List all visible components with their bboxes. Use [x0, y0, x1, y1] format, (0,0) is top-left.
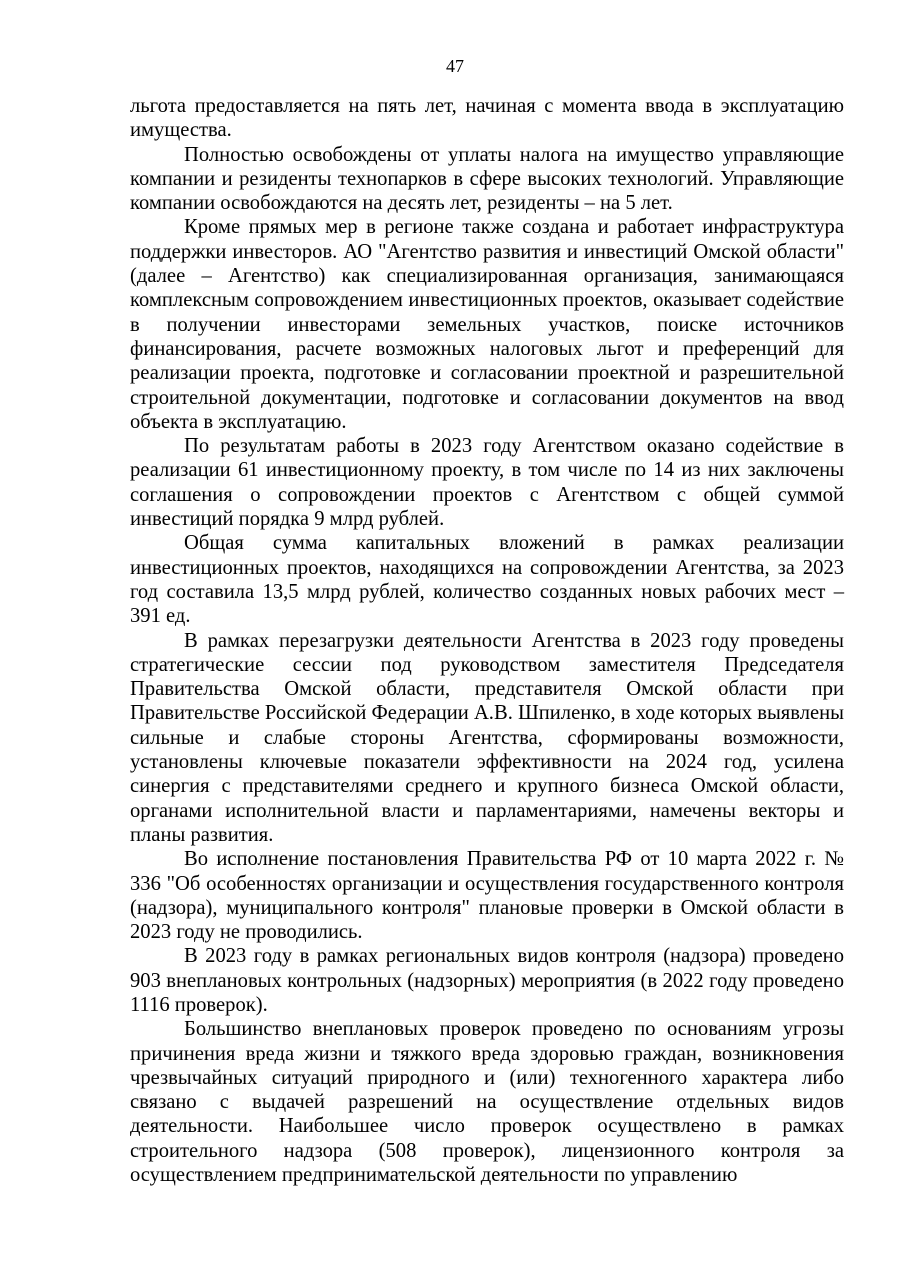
paragraph-inspection-grounds: Большинство внеплановых проверок проведено по основаниям угрозы причинения вреда жизни и тяжкого вреда здоровью граждан, возникновения чрезвычайных ситуаций природного и (или) техногенного характера либо связано с выдачей разрешений на осуществление отдельных видов деятельности. Наибольшее число проверок осуществлено в рамках строительного надзора (508 проверок), лицензионного контроля за осуществлением предпринимательской деятельности по управлению: [130, 1018, 844, 1187]
paragraph-unscheduled-inspections: В 2023 году в рамках региональных видов контроля (надзора) проведено 903 внеплановых контрольных (надзорных) мероприятия (в 2022 году проведено 1116 проверок).: [130, 945, 844, 1016]
paragraph-planned-inspections: Во исполнение постановления Правительства РФ от 10 марта 2022 г. № 336 "Об особенностях организации и осуществления государственного контроля (надзора), муниципального контроля" плановые проверки в Омской области в 2023 году не проводились.: [130, 848, 844, 944]
paragraph-tax-exemption: Полностью освобождены от уплаты налога на имущество управляющие компании и резиденты технопарков в сфере высоких технологий. Управляющие компании освобождаются на десять лет, резиденты – на 5 лет.: [130, 143, 844, 215]
body-text: [130, 94, 844, 1187]
page-number: 47: [446, 56, 464, 76]
paragraph-agency-reboot: В рамках перезагрузки деятельности Агентства в 2023 году проведены стратегические сессии под руководством заместителя Председателя Правительства Омской области, представителя Омской области при Правительстве Российской Федерации А.В. Шпиленко, в ходе которых выявлены сильные и слабые стороны Агентства, сформированы возможности, установлены ключевые показатели эффективности на 2024 год, усилена синергия с представителями среднего и крупного бизнеса Омской области, органами исполнительной власти и парламентариями, намечены векторы и планы развития.: [130, 629, 845, 846]
paragraph-capital-investments: Общая сумма капитальных вложений в рамках реализации инвестиционных проектов, находящихся на сопровождении Агентства, за 2023 год составила 13,5 млрд рублей, количество созданных новых рабочих мест – 391 ед.: [130, 532, 844, 628]
paragraph-investor-infrastructure: Кроме прямых мер в регионе также создана и работает инфраструктура поддержки инвесторов. АО "Агентство развития и инвестиций Омской области" (далее – Агентство) как специализированная организация, занимающаяся комплексным сопровождением инвестиционных проектов, оказывает содействие в получении инвесторами земельных участков, поиске источников финансирования, расчете возможных налоговых льгот и преференций для реализации проекта, подготовке и согласовании проектной и разрешительной строительной документации, подготовке и согласовании документов на ввод объекта в эксплуатацию.: [130, 216, 844, 433]
paragraph-continuation: льгота предоставляется на пять лет, начиная с момента ввода в эксплуатацию имущества.: [130, 95, 844, 142]
paragraph-agency-results: По результатам работы в 2023 году Агентством оказано содействие в реализации 61 инвестиционному проекту, в том числе по 14 из них заключены соглашения о сопровождении проектов с Агентством с общей суммой инвестиций порядка 9 млрд рублей.: [130, 435, 844, 531]
